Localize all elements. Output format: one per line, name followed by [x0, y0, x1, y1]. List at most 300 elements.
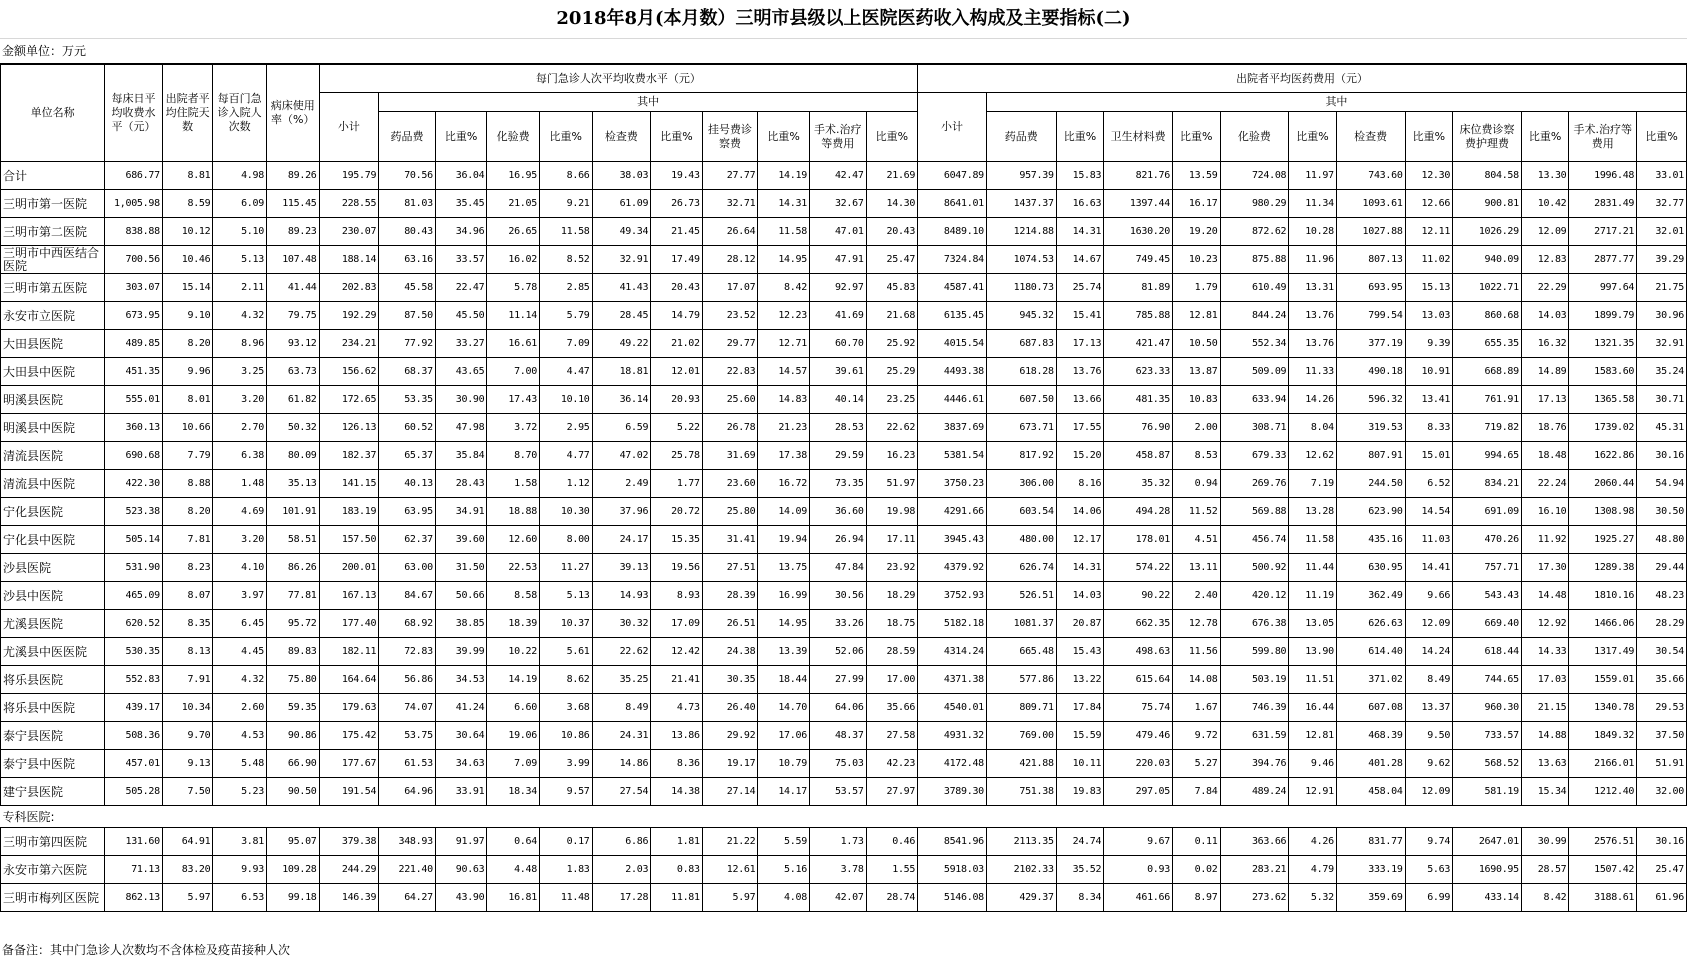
table-cell: 6.52: [1405, 470, 1453, 498]
table-cell: 10.10: [539, 386, 592, 414]
table-cell: 5146.08: [918, 884, 987, 912]
table-cell: 5.97: [702, 884, 758, 912]
table-cell: 61.09: [592, 190, 651, 218]
table-cell: 1081.37: [986, 610, 1056, 638]
table-cell: 799.54: [1336, 302, 1405, 330]
table-cell: 21.75: [1637, 274, 1687, 302]
table-cell: 1996.48: [1569, 162, 1637, 190]
table-row: [1, 694, 1687, 722]
table-cell: 4371.38: [918, 666, 987, 694]
table-cell: 31.69: [702, 442, 758, 470]
table-cell: 14.67: [1056, 246, 1104, 274]
table-cell: 13.75: [758, 554, 810, 582]
table-cell: 11.02: [1405, 246, 1453, 274]
table-cell: 12.78: [1172, 610, 1220, 638]
table-cell: 1308.98: [1569, 498, 1637, 526]
table-cell: 8641.01: [918, 190, 987, 218]
table-cell: 17.13: [1521, 386, 1569, 414]
table-cell: 14.24: [1405, 638, 1453, 666]
table-cell: 9.62: [1405, 750, 1453, 778]
table-cell: 25.80: [702, 498, 758, 526]
table-cell: 27.77: [702, 162, 758, 190]
table-cell: 7324.84: [918, 246, 987, 274]
table-cell: 7.81: [162, 526, 213, 554]
table-cell: 15.43: [1056, 638, 1104, 666]
table-cell: 8.23: [162, 554, 213, 582]
table-cell: 3.20: [213, 526, 267, 554]
table-cell: 59.35: [266, 694, 319, 722]
table-cell: 73.35: [809, 470, 866, 498]
table-cell: 569.88: [1220, 498, 1289, 526]
table-cell: 8.07: [162, 582, 213, 610]
table-cell: 9.72: [1172, 722, 1220, 750]
table-cell: 63.95: [379, 498, 436, 526]
table-cell: 673.71: [986, 414, 1056, 442]
table-cell: 89.26: [266, 162, 319, 190]
table-cell: 11.96: [1289, 246, 1337, 274]
table-cell: 581.19: [1453, 778, 1522, 806]
table-cell: 306.00: [986, 470, 1056, 498]
table-cell: 12.60: [487, 526, 540, 554]
table-header: [1, 65, 1687, 162]
table-cell: 79.75: [266, 302, 319, 330]
table-cell: 11.27: [539, 554, 592, 582]
table-cell: 14.06: [1056, 498, 1104, 526]
table-cell: 5.97: [162, 884, 213, 912]
table-cell: 7.09: [539, 330, 592, 358]
table-cell: 35.13: [266, 470, 319, 498]
table-cell: 22.24: [1521, 470, 1569, 498]
table-cell: 1690.95: [1453, 856, 1522, 884]
table-cell: 5.10: [213, 218, 267, 246]
table-cell: 669.40: [1453, 610, 1522, 638]
table-cell: 12.17: [1056, 526, 1104, 554]
table-row: [1, 638, 1687, 666]
table-cell: 4.98: [213, 162, 267, 190]
table-cell: 89.23: [266, 218, 319, 246]
table-cell: 0.02: [1172, 856, 1220, 884]
table-cell: 13.87: [1172, 358, 1220, 386]
table-cell: 34.53: [435, 666, 487, 694]
table-cell: 3.99: [539, 750, 592, 778]
table-cell: 41.44: [266, 274, 319, 302]
table-row: [1, 330, 1687, 358]
table-cell: 21.45: [651, 218, 703, 246]
table-cell: 618.44: [1453, 638, 1522, 666]
row-unit-name: 合计: [1, 162, 105, 190]
table-cell: 48.23: [1637, 582, 1687, 610]
table-cell: 15.35: [651, 526, 703, 554]
table-cell: 18.88: [487, 498, 540, 526]
header-op-exam-ratio: 比重%: [651, 112, 703, 162]
table-cell: 195.79: [319, 162, 379, 190]
table-cell: 27.58: [866, 722, 918, 750]
table-cell: 719.82: [1453, 414, 1522, 442]
header-op-drug-fee: 药品费: [379, 112, 436, 162]
table-cell: 2.03: [592, 856, 651, 884]
table-cell: 95.72: [266, 610, 319, 638]
table-cell: 90.22: [1104, 582, 1173, 610]
table-cell: 523.38: [105, 498, 163, 526]
table-cell: 5.13: [213, 246, 267, 274]
table-cell: 470.26: [1453, 526, 1522, 554]
table-cell: 5.78: [487, 274, 540, 302]
table-cell: 6.45: [213, 610, 267, 638]
table-cell: 13.39: [758, 638, 810, 666]
table-cell: 5.48: [213, 750, 267, 778]
table-cell: 8.52: [539, 246, 592, 274]
table-cell: 362.49: [1336, 582, 1405, 610]
table-cell: 555.01: [105, 386, 163, 414]
table-cell: 5182.18: [918, 610, 987, 638]
table-cell: 16.72: [758, 470, 810, 498]
table-cell: 182.37: [319, 442, 379, 470]
table-cell: 60.52: [379, 414, 436, 442]
table-cell: 1321.35: [1569, 330, 1637, 358]
table-cell: 13.76: [1289, 302, 1337, 330]
table-cell: 12.23: [758, 302, 810, 330]
table-cell: 58.51: [266, 526, 319, 554]
row-unit-name: 宁化县中医院: [1, 526, 105, 554]
table-cell: 363.66: [1220, 828, 1289, 856]
table-cell: 4493.38: [918, 358, 987, 386]
table-cell: 3.20: [213, 386, 267, 414]
table-cell: 7.91: [162, 666, 213, 694]
table-cell: 9.13: [162, 750, 213, 778]
table-cell: 45.83: [866, 274, 918, 302]
table-cell: 4.51: [1172, 526, 1220, 554]
table-cell: 4931.32: [918, 722, 987, 750]
table-cell: 30.54: [1637, 638, 1687, 666]
table-cell: 23.52: [702, 302, 758, 330]
table-cell: 18.29: [866, 582, 918, 610]
header-ip-lab-ratio: 比重%: [1289, 112, 1337, 162]
table-cell: 9.21: [539, 190, 592, 218]
table-cell: 15.14: [162, 274, 213, 302]
table-cell: 29.59: [809, 442, 866, 470]
table-cell: 37.50: [1637, 722, 1687, 750]
table-cell: 19.94: [758, 526, 810, 554]
table-cell: 12.71: [758, 330, 810, 358]
table-cell: 4.32: [213, 302, 267, 330]
table-cell: 10.66: [162, 414, 213, 442]
table-cell: 530.35: [105, 638, 163, 666]
table-cell: 980.29: [1220, 190, 1289, 218]
table-cell: 8.97: [1172, 884, 1220, 912]
table-cell: 42.23: [866, 750, 918, 778]
table-cell: 11.92: [1521, 526, 1569, 554]
table-cell: 4.73: [651, 694, 703, 722]
table-cell: 13.86: [651, 722, 703, 750]
table-cell: 221.40: [379, 856, 436, 884]
table-cell: 4.77: [539, 442, 592, 470]
table-cell: 126.13: [319, 414, 379, 442]
table-cell: 10.28: [1289, 218, 1337, 246]
table-cell: 6.09: [213, 190, 267, 218]
table-cell: 54.94: [1637, 470, 1687, 498]
table-cell: 6.59: [592, 414, 651, 442]
header-ip-drug-ratio: 比重%: [1056, 112, 1104, 162]
table-cell: 0.17: [539, 828, 592, 856]
row-unit-name: 明溪县中医院: [1, 414, 105, 442]
table-cell: 15.01: [1405, 442, 1453, 470]
table-cell: 4.10: [213, 554, 267, 582]
table-cell: 1,005.98: [105, 190, 163, 218]
table-cell: 177.40: [319, 610, 379, 638]
table-cell: 10.30: [539, 498, 592, 526]
table-cell: 480.00: [986, 526, 1056, 554]
table-cell: 1466.06: [1569, 610, 1637, 638]
table-cell: 838.88: [105, 218, 163, 246]
table-cell: 16.63: [1056, 190, 1104, 218]
header-admission-per-100: 每百门急诊入院人次数: [213, 65, 267, 162]
table-cell: 5.27: [1172, 750, 1220, 778]
table-cell: 4446.61: [918, 386, 987, 414]
table-cell: 13.76: [1289, 330, 1337, 358]
table-cell: 4.69: [213, 498, 267, 526]
table-cell: 19.43: [651, 162, 703, 190]
table-cell: 500.92: [1220, 554, 1289, 582]
table-cell: 33.27: [435, 330, 487, 358]
table-cell: 12.91: [1289, 778, 1337, 806]
table-cell: 757.71: [1453, 554, 1522, 582]
row-unit-name: 建宁县医院: [1, 778, 105, 806]
table-cell: 308.71: [1220, 414, 1289, 442]
table-cell: 1810.16: [1569, 582, 1637, 610]
table-cell: 9.10: [162, 302, 213, 330]
table-cell: 12.92: [1521, 610, 1569, 638]
table-row: [1, 828, 1687, 856]
table-cell: 13.37: [1405, 694, 1453, 722]
table-cell: 12.01: [651, 358, 703, 386]
table-cell: 18.44: [758, 666, 810, 694]
table-cell: 297.05: [1104, 778, 1173, 806]
table-row: [1, 526, 1687, 554]
table-cell: 90.63: [435, 856, 487, 884]
table-cell: 14.70: [758, 694, 810, 722]
table-cell: 1289.38: [1569, 554, 1637, 582]
table-cell: 9.57: [539, 778, 592, 806]
table-cell: 3789.30: [918, 778, 987, 806]
table-cell: 8.13: [162, 638, 213, 666]
table-cell: 333.19: [1336, 856, 1405, 884]
table-cell: 17.11: [866, 526, 918, 554]
table-cell: 15.20: [1056, 442, 1104, 470]
header-ip-surgery-ratio: 比重%: [1637, 112, 1687, 162]
table-cell: 39.13: [592, 554, 651, 582]
table-cell: 439.17: [105, 694, 163, 722]
table-cell: 11.58: [758, 218, 810, 246]
table-cell: 172.65: [319, 386, 379, 414]
row-unit-name: 三明市梅列区医院: [1, 884, 105, 912]
table-cell: 8.20: [162, 330, 213, 358]
table-cell: 37.96: [592, 498, 651, 526]
table-cell: 80.43: [379, 218, 436, 246]
table-cell: 30.16: [1637, 442, 1687, 470]
table-cell: 626.74: [986, 554, 1056, 582]
table-row: [1, 302, 1687, 330]
table-cell: 19.98: [866, 498, 918, 526]
table-cell: 690.68: [105, 442, 163, 470]
table-cell: 15.13: [1405, 274, 1453, 302]
table-cell: 1559.01: [1569, 666, 1637, 694]
header-ip-material-ratio: 比重%: [1172, 112, 1220, 162]
table-cell: 18.34: [487, 778, 540, 806]
table-cell: 41.43: [592, 274, 651, 302]
table-cell: 47.91: [809, 246, 866, 274]
table-cell: 303.07: [105, 274, 163, 302]
table-cell: 7.09: [487, 750, 540, 778]
table-cell: 47.02: [592, 442, 651, 470]
table-cell: 35.24: [1637, 358, 1687, 386]
table-cell: 17.28: [592, 884, 651, 912]
unit-label: 金额单位：万元: [0, 38, 1687, 64]
table-cell: 83.20: [162, 856, 213, 884]
header-ip-lab-fee: 化验费: [1220, 112, 1289, 162]
table-cell: 435.16: [1336, 526, 1405, 554]
row-unit-name: 清流县中医院: [1, 470, 105, 498]
table-cell: 6.86: [592, 828, 651, 856]
table-cell: 35.32: [1104, 470, 1173, 498]
row-unit-name: 泰宁县中医院: [1, 750, 105, 778]
table-cell: 41.69: [809, 302, 866, 330]
table-cell: 749.45: [1104, 246, 1173, 274]
table-cell: 11.58: [539, 218, 592, 246]
table-cell: 4015.54: [918, 330, 987, 358]
table-cell: 32.01: [1637, 218, 1687, 246]
table-cell: 24.31: [592, 722, 651, 750]
table-cell: 92.97: [809, 274, 866, 302]
table-row: [1, 498, 1687, 526]
row-unit-name: 三明市第二医院: [1, 218, 105, 246]
table-cell: 14.03: [1521, 302, 1569, 330]
table-cell: 1026.29: [1453, 218, 1522, 246]
table-cell: 18.75: [866, 610, 918, 638]
table-cell: 1.55: [866, 856, 918, 884]
table-cell: 945.32: [986, 302, 1056, 330]
table-cell: 4.26: [1289, 828, 1337, 856]
table-cell: 41.24: [435, 694, 487, 722]
table-cell: 20.43: [866, 218, 918, 246]
table-cell: 18.76: [1521, 414, 1569, 442]
table-cell: 8.49: [1405, 666, 1453, 694]
table-cell: 2.11: [213, 274, 267, 302]
table-cell: 359.69: [1336, 884, 1405, 912]
table-cell: 676.38: [1220, 610, 1289, 638]
table-cell: 191.54: [319, 778, 379, 806]
table-cell: 4.32: [213, 666, 267, 694]
table-cell: 29.53: [1637, 694, 1687, 722]
table-cell: 33.26: [809, 610, 866, 638]
table-cell: 36.04: [435, 162, 487, 190]
table-cell: 4.48: [487, 856, 540, 884]
table-cell: 20.93: [651, 386, 703, 414]
table-cell: 543.43: [1453, 582, 1522, 610]
table-cell: 32.77: [1637, 190, 1687, 218]
table-cell: 8541.96: [918, 828, 987, 856]
table-cell: 66.90: [266, 750, 319, 778]
table-cell: 47.01: [809, 218, 866, 246]
table-cell: 620.52: [105, 610, 163, 638]
table-cell: 8.62: [539, 666, 592, 694]
table-cell: 8.34: [1056, 884, 1104, 912]
table-cell: 13.76: [1056, 358, 1104, 386]
table-cell: 12.81: [1289, 722, 1337, 750]
table-cell: 18.48: [1521, 442, 1569, 470]
table-cell: 26.40: [702, 694, 758, 722]
table-cell: 17.13: [1056, 330, 1104, 358]
table-cell: 28.39: [702, 582, 758, 610]
table-cell: 630.95: [1336, 554, 1405, 582]
table-cell: 16.17: [1172, 190, 1220, 218]
table-cell: 4379.92: [918, 554, 987, 582]
table-cell: 6047.89: [918, 162, 987, 190]
table-cell: 10.12: [162, 218, 213, 246]
table-cell: 64.96: [379, 778, 436, 806]
table-cell: 505.28: [105, 778, 163, 806]
table-cell: 35.52: [1056, 856, 1104, 884]
table-cell: 8.58: [487, 582, 540, 610]
table-cell: 77.81: [266, 582, 319, 610]
table-cell: 51.91: [1637, 750, 1687, 778]
table-cell: 23.25: [866, 386, 918, 414]
table-cell: 53.75: [379, 722, 436, 750]
table-cell: 53.57: [809, 778, 866, 806]
table-cell: 30.56: [809, 582, 866, 610]
table-cell: 2717.21: [1569, 218, 1637, 246]
table-cell: 28.29: [1637, 610, 1687, 638]
table-cell: 1.81: [651, 828, 703, 856]
table-cell: 5918.03: [918, 856, 987, 884]
table-cell: 45.31: [1637, 414, 1687, 442]
table-cell: 15.34: [1521, 778, 1569, 806]
table-cell: 141.15: [319, 470, 379, 498]
table-row: [1, 884, 1687, 912]
table-cell: 33.57: [435, 246, 487, 274]
table-cell: 48.37: [809, 722, 866, 750]
table-cell: 32.00: [1637, 778, 1687, 806]
table-cell: 2060.44: [1569, 470, 1637, 498]
table-cell: 49.34: [592, 218, 651, 246]
table-cell: 12.81: [1172, 302, 1220, 330]
table-cell: 8.93: [651, 582, 703, 610]
table-cell: 2166.01: [1569, 750, 1637, 778]
table-cell: 9.74: [1405, 828, 1453, 856]
table-cell: 494.28: [1104, 498, 1173, 526]
table-cell: 700.56: [105, 246, 163, 274]
table-cell: 51.97: [866, 470, 918, 498]
table-cell: 26.51: [702, 610, 758, 638]
table-cell: 631.59: [1220, 722, 1289, 750]
table-cell: 14.03: [1056, 582, 1104, 610]
table-cell: 1.79: [1172, 274, 1220, 302]
table-cell: 62.37: [379, 526, 436, 554]
table-cell: 23.92: [866, 554, 918, 582]
table-cell: 27.97: [866, 778, 918, 806]
table-cell: 603.54: [986, 498, 1056, 526]
table-cell: 1622.86: [1569, 442, 1637, 470]
table-cell: 175.42: [319, 722, 379, 750]
table-cell: 940.09: [1453, 246, 1522, 274]
table-cell: 15.41: [1056, 302, 1104, 330]
table-cell: 32.91: [592, 246, 651, 274]
table-cell: 25.60: [702, 386, 758, 414]
table-cell: 7.84: [1172, 778, 1220, 806]
table-cell: 844.24: [1220, 302, 1289, 330]
row-unit-name: 大田县中医院: [1, 358, 105, 386]
table-cell: 74.07: [379, 694, 436, 722]
table-cell: 8.04: [1289, 414, 1337, 442]
